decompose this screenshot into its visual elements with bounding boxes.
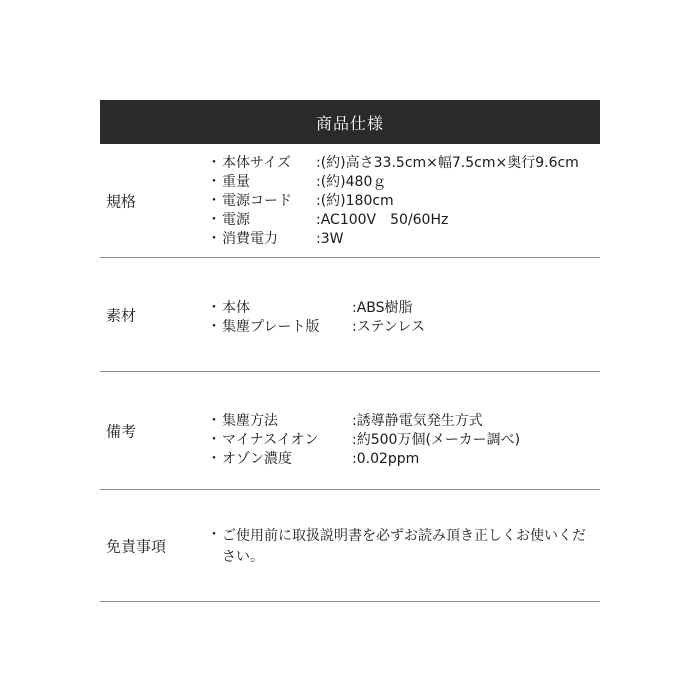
spec-row-remarks [100,372,600,490]
bullet: ・ [207,319,221,335]
spec-value: ABS樹脂 [356,300,413,316]
spec-item [206,173,579,192]
spec-key: マイナスイオン [222,432,319,448]
spec-key: 電源 [222,212,250,228]
bullet: ・ [207,413,221,429]
row-body [206,299,425,337]
spec-sep: : [352,451,357,467]
spec-item [206,154,579,173]
spec-item [206,211,579,230]
spec-sep: : [316,231,321,247]
disclaimer-text: ご使用前に取扱説明書を必ずお読み頂き正しくお使いください。 [222,528,586,565]
spec-sep: : [316,212,321,228]
spec-row-disclaimer [100,490,600,602]
spec-sep: : [352,413,357,429]
spec-sep: : [316,155,321,171]
row-body [206,526,592,568]
spec-header [100,100,600,144]
spec-value: (約)480ｇ [320,174,387,190]
spec-value: (約)180cm [320,193,394,209]
spec-item [206,230,579,249]
spec-title: 商品仕様 [315,113,384,133]
spec-item [206,318,425,337]
row-label: 備考 [106,422,137,440]
bullet: ・ [207,231,221,247]
disclaimer-item [206,526,592,568]
spec-key: 集塵方法 [222,413,278,429]
row-body [206,154,579,249]
spec-key: オゾン濃度 [222,451,292,467]
spec-sep: : [316,174,321,190]
row-label: 素材 [106,306,137,324]
row-body [206,412,520,469]
spec-key: 本体サイズ [222,155,291,171]
spec-sep: : [316,193,321,209]
bullet: ・ [207,527,221,543]
spec-value: 誘導静電気発生方式 [356,413,483,429]
spec-key: 集塵プレート版 [222,319,320,335]
bullet: ・ [207,155,221,171]
spec-value: 0.02ppm [356,451,420,467]
spec-key: 消費電力 [222,231,278,247]
spec-value: 約500万個(メーカー調べ) [356,432,521,448]
spec-item [206,412,520,431]
spec-value: 3W [320,231,344,247]
spec-item [206,192,579,211]
row-label: 規格 [106,192,137,210]
spec-key: 電源コード [222,193,292,209]
spec-item [206,431,520,450]
bullet: ・ [207,300,221,316]
bullet: ・ [207,212,221,228]
spec-sep: : [352,432,357,448]
bullet: ・ [207,432,221,448]
spec-value: ステンレス [356,319,425,335]
bullet: ・ [207,451,221,467]
spec-item [206,450,520,469]
spec-key: 本体 [222,300,250,316]
bullet: ・ [207,174,221,190]
bullet: ・ [207,193,221,209]
spec-value: (約)高さ33.5cm×幅7.5cm×奥行9.6cm [320,155,579,171]
spec-table [100,100,600,602]
row-label: 免責事項 [106,537,167,555]
spec-item [206,299,425,318]
spec-key: 重量 [222,174,250,190]
spec-row-material [100,258,600,372]
spec-sep: : [352,300,357,316]
spec-sep: : [352,319,357,335]
spec-value: AC100V 50/60Hz [320,212,449,228]
spec-row-standard [100,144,600,258]
